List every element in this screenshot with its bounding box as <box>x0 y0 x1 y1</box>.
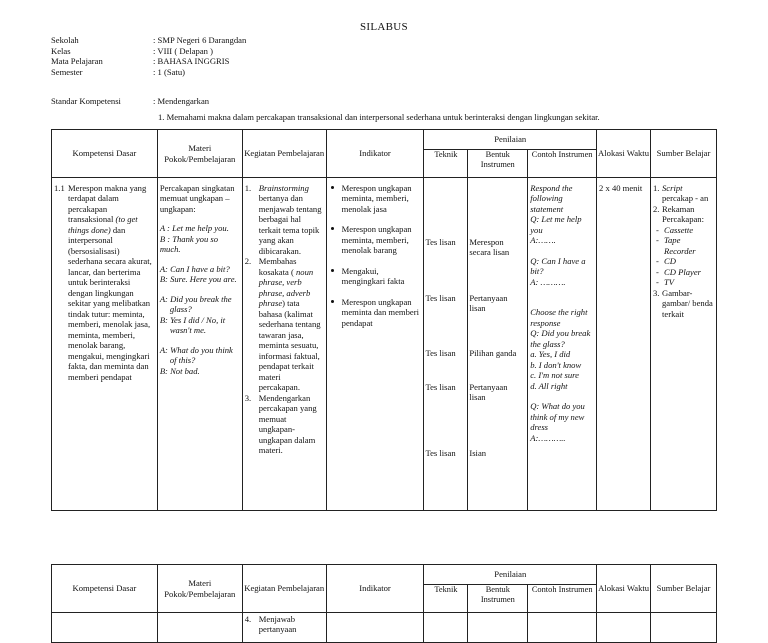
sumber-text: Gambar-gambar/ benda terkait <box>662 287 713 319</box>
kegiatan-italic: noun phrase, verb phrase, adverb phrase <box>258 266 314 309</box>
header-sumber: Sumber Belajar <box>651 130 717 178</box>
cell-indikator <box>326 613 424 643</box>
contoh-text: Q: Can I have a bit? <box>530 255 586 277</box>
cell-materi <box>157 613 242 643</box>
bentuk-item: Pilihan ganda <box>469 348 517 358</box>
bentuk-item: Pertanyaan lisan <box>469 382 508 403</box>
teknik-item: Tes lisan <box>425 237 456 247</box>
cell-materi <box>157 178 242 511</box>
kegiatan-text: bertanya dan menjawab tentang berbagai hal terkait tema topik yang akan dibicarakan. <box>258 193 322 256</box>
header-alokasi: Alokasi Waktu <box>597 130 651 178</box>
sumber-text: percakap - an <box>662 193 709 204</box>
kd-number: 1.1 <box>54 183 65 193</box>
kegiatan-text: Menjawab pertanyaan <box>258 614 297 635</box>
dialog-line: A: What do you think of this? <box>159 344 233 366</box>
kegiatan-item <box>245 183 324 256</box>
dialog-line: A: Can I have a bit? <box>159 263 230 274</box>
contoh-text: A:……. <box>530 235 556 246</box>
kegiatan-italic: Brainstorming <box>258 183 309 193</box>
header-indikator: Indikator <box>326 130 424 178</box>
kegiatan-text: ) tata bahasa (kalimat sederhana tentang tawaran jasa, meminta sesuatu, informasi faktual, pendapat terkait materi percakapan. <box>258 298 321 393</box>
cell-teknik <box>424 613 468 643</box>
meta-key: Kelas <box>51 45 71 56</box>
syllabus-table-continued <box>51 564 717 643</box>
header-contoh: Contoh Instrumen <box>528 150 597 178</box>
header-indikator: Indikator <box>326 565 424 613</box>
header-teknik: Teknik <box>424 585 468 613</box>
dialog-line: A: Did you break the glass? <box>159 293 232 315</box>
header-materi: Materi Pokok/Pembelajaran <box>157 565 242 613</box>
contoh-option: d. All right <box>530 380 568 391</box>
cell-kegiatan <box>242 178 326 511</box>
kegiatan-item <box>245 256 324 392</box>
teknik-item: Tes lisan <box>425 382 456 392</box>
kegiatan-item <box>245 393 324 456</box>
kegiatan-number: 3. <box>244 392 252 403</box>
kegiatan-number: 2. <box>244 256 252 267</box>
sumber-italic: Script <box>662 183 683 193</box>
bentuk-item: Isian <box>469 448 487 458</box>
header-bentuk: Bentuk Instrumen <box>468 585 528 613</box>
identity-block <box>51 35 246 77</box>
header-kompetensi: Kompetensi Dasar <box>52 565 158 613</box>
contoh-text: A: ………. <box>530 276 566 287</box>
alokasi-value: 2 x 40 menit <box>599 183 643 193</box>
meta-value: : BAHASA INGGRIS <box>153 56 230 66</box>
contoh-option: c. I'm not sure <box>530 370 579 381</box>
bentuk-item: Merespon secara lisan <box>469 237 510 258</box>
standar-value: : Mendengarkan <box>153 96 210 106</box>
page-title: SILABUS <box>360 21 408 33</box>
sumber-number: 2. <box>653 203 660 214</box>
kegiatan-item <box>243 613 326 637</box>
header-teknik: Teknik <box>424 150 468 178</box>
cell-bentuk <box>468 178 528 511</box>
sumber-number: 3. <box>653 287 660 298</box>
dialog-line: B : Thank you so much. <box>159 233 219 255</box>
materi-intro: Percakapan singkatan memuat ungkapan – ungkapan: <box>159 183 235 214</box>
meta-value: : SMP Negeri 6 Darangdan <box>153 35 247 45</box>
cell-bentuk <box>468 613 528 643</box>
sumber-list-item: - CD Player <box>654 267 714 277</box>
contoh-text: Choose the right response <box>530 307 588 328</box>
indikator-item: Merespon ungkapan meminta, memberi, menolak jasa <box>330 183 422 214</box>
contoh-option: b. I don't know <box>530 359 582 370</box>
header-sumber: Sumber Belajar <box>651 565 717 613</box>
meta-value: : VIII ( Delapan ) <box>153 45 213 56</box>
sumber-text: Rekaman Percakapan: <box>662 203 704 225</box>
contoh-text: Q: What do you think of my new dress <box>530 401 585 433</box>
cell-contoh <box>528 178 597 511</box>
header-kompetensi: Kompetensi Dasar <box>52 130 158 178</box>
dialog-line: B: Yes I did / No, it wasn't me. <box>159 314 226 336</box>
cell-indikator <box>326 178 424 511</box>
sumber-number: 1. <box>653 183 660 193</box>
dialog-line: B: Not bad. <box>159 365 200 376</box>
header-materi: Materi Pokok/Pembelajaran <box>157 130 242 178</box>
indikator-item: Mengakui, mengingkari fakta <box>330 266 422 287</box>
contoh-text: Respond the following statement <box>530 183 573 214</box>
header-kegiatan: Kegiatan Pembelajaran <box>242 565 326 613</box>
cell-kegiatan <box>242 613 326 643</box>
cell-alokasi <box>597 613 651 643</box>
kompetensi-dasar-line: 1. Memahami makna dalam percakapan transaksional dan interpersonal sederhana untuk berinteraksi dengan lingkungan sekitar. <box>158 112 600 122</box>
kd-text: Merespon makna yang terdapat dalam percakapan transaksional <box>68 183 147 225</box>
contoh-text: A:……….. <box>530 432 566 443</box>
meta-value: : 1 (Satu) <box>153 66 185 77</box>
indikator-item: Merespon ungkapan meminta dan memberi pendapat <box>330 297 422 328</box>
standar-kompetensi <box>51 96 209 106</box>
header-penilaian: Penilaian <box>424 130 597 150</box>
sumber-item <box>653 204 714 225</box>
cell-contoh <box>528 613 597 643</box>
syllabus-table <box>51 129 717 511</box>
meta-key: Mata Pelajaran <box>51 56 103 66</box>
header-contoh: Contoh Instrumen <box>528 585 597 613</box>
contoh-option: a. Yes, I did <box>530 349 571 360</box>
cell-sumber <box>651 178 717 511</box>
kegiatan-number: 1. <box>244 183 252 193</box>
indikator-item: Merespon ungkapan meminta, memberi, menolak barang <box>330 224 422 255</box>
kegiatan-text: Mendengarkan percakapan yang memuat ungkapan-ungkapan dalam materi. <box>258 392 317 456</box>
dialog-line: B: Sure. Here you are. <box>159 274 237 285</box>
sumber-list-item: - CD <box>654 256 714 266</box>
kegiatan-number: 4. <box>244 614 252 624</box>
sumber-list-item: - Tape Recorder <box>654 235 714 256</box>
teknik-item: Tes lisan <box>425 293 456 303</box>
cell-kompetensi <box>52 178 158 511</box>
cell-sumber <box>651 613 717 643</box>
contoh-text: Q: Did you break the glass? <box>530 328 591 349</box>
sumber-list-item: - TV <box>654 277 714 287</box>
cell-alokasi <box>597 178 651 511</box>
header-alokasi: Alokasi Waktu <box>597 565 651 613</box>
sumber-list-item: - Cassette <box>654 225 714 235</box>
sumber-item <box>653 183 714 204</box>
cell-kompetensi <box>52 613 158 643</box>
bentuk-item: Pertanyaan lisan <box>469 293 508 314</box>
kegiatan-text: Membahas kosakata ( <box>258 256 297 277</box>
header-bentuk: Bentuk Instrumen <box>468 150 528 178</box>
kd-text-italic: (to get things done) <box>68 214 138 235</box>
teknik-item: Tes lisan <box>425 348 456 358</box>
dialog-line: A : Let me help you. <box>159 223 229 234</box>
kd-text-rest: dan interpersonal (bersosialisasi) sederhana secara akurat, lancar, dan berterima untuk berinteraksi dengan lingkungan sekitar yang melibatkan tindak tutur: meminta, memberi, menolak jasa, meminta, memberi, menolak barang, mengakui, mengingkari fakta, dan meminta dan memberi pendapat <box>68 224 152 382</box>
contoh-text: Q: Let me help you <box>530 214 582 235</box>
standar-label: Standar Kompetensi <box>51 96 121 106</box>
meta-key: Sekolah <box>51 35 79 45</box>
cell-teknik <box>424 178 468 511</box>
sumber-item <box>653 288 714 319</box>
header-kegiatan: Kegiatan Pembelajaran <box>242 130 326 178</box>
meta-key: Semester <box>51 66 83 77</box>
teknik-item: Tes lisan <box>425 448 456 458</box>
header-penilaian: Penilaian <box>424 565 597 585</box>
